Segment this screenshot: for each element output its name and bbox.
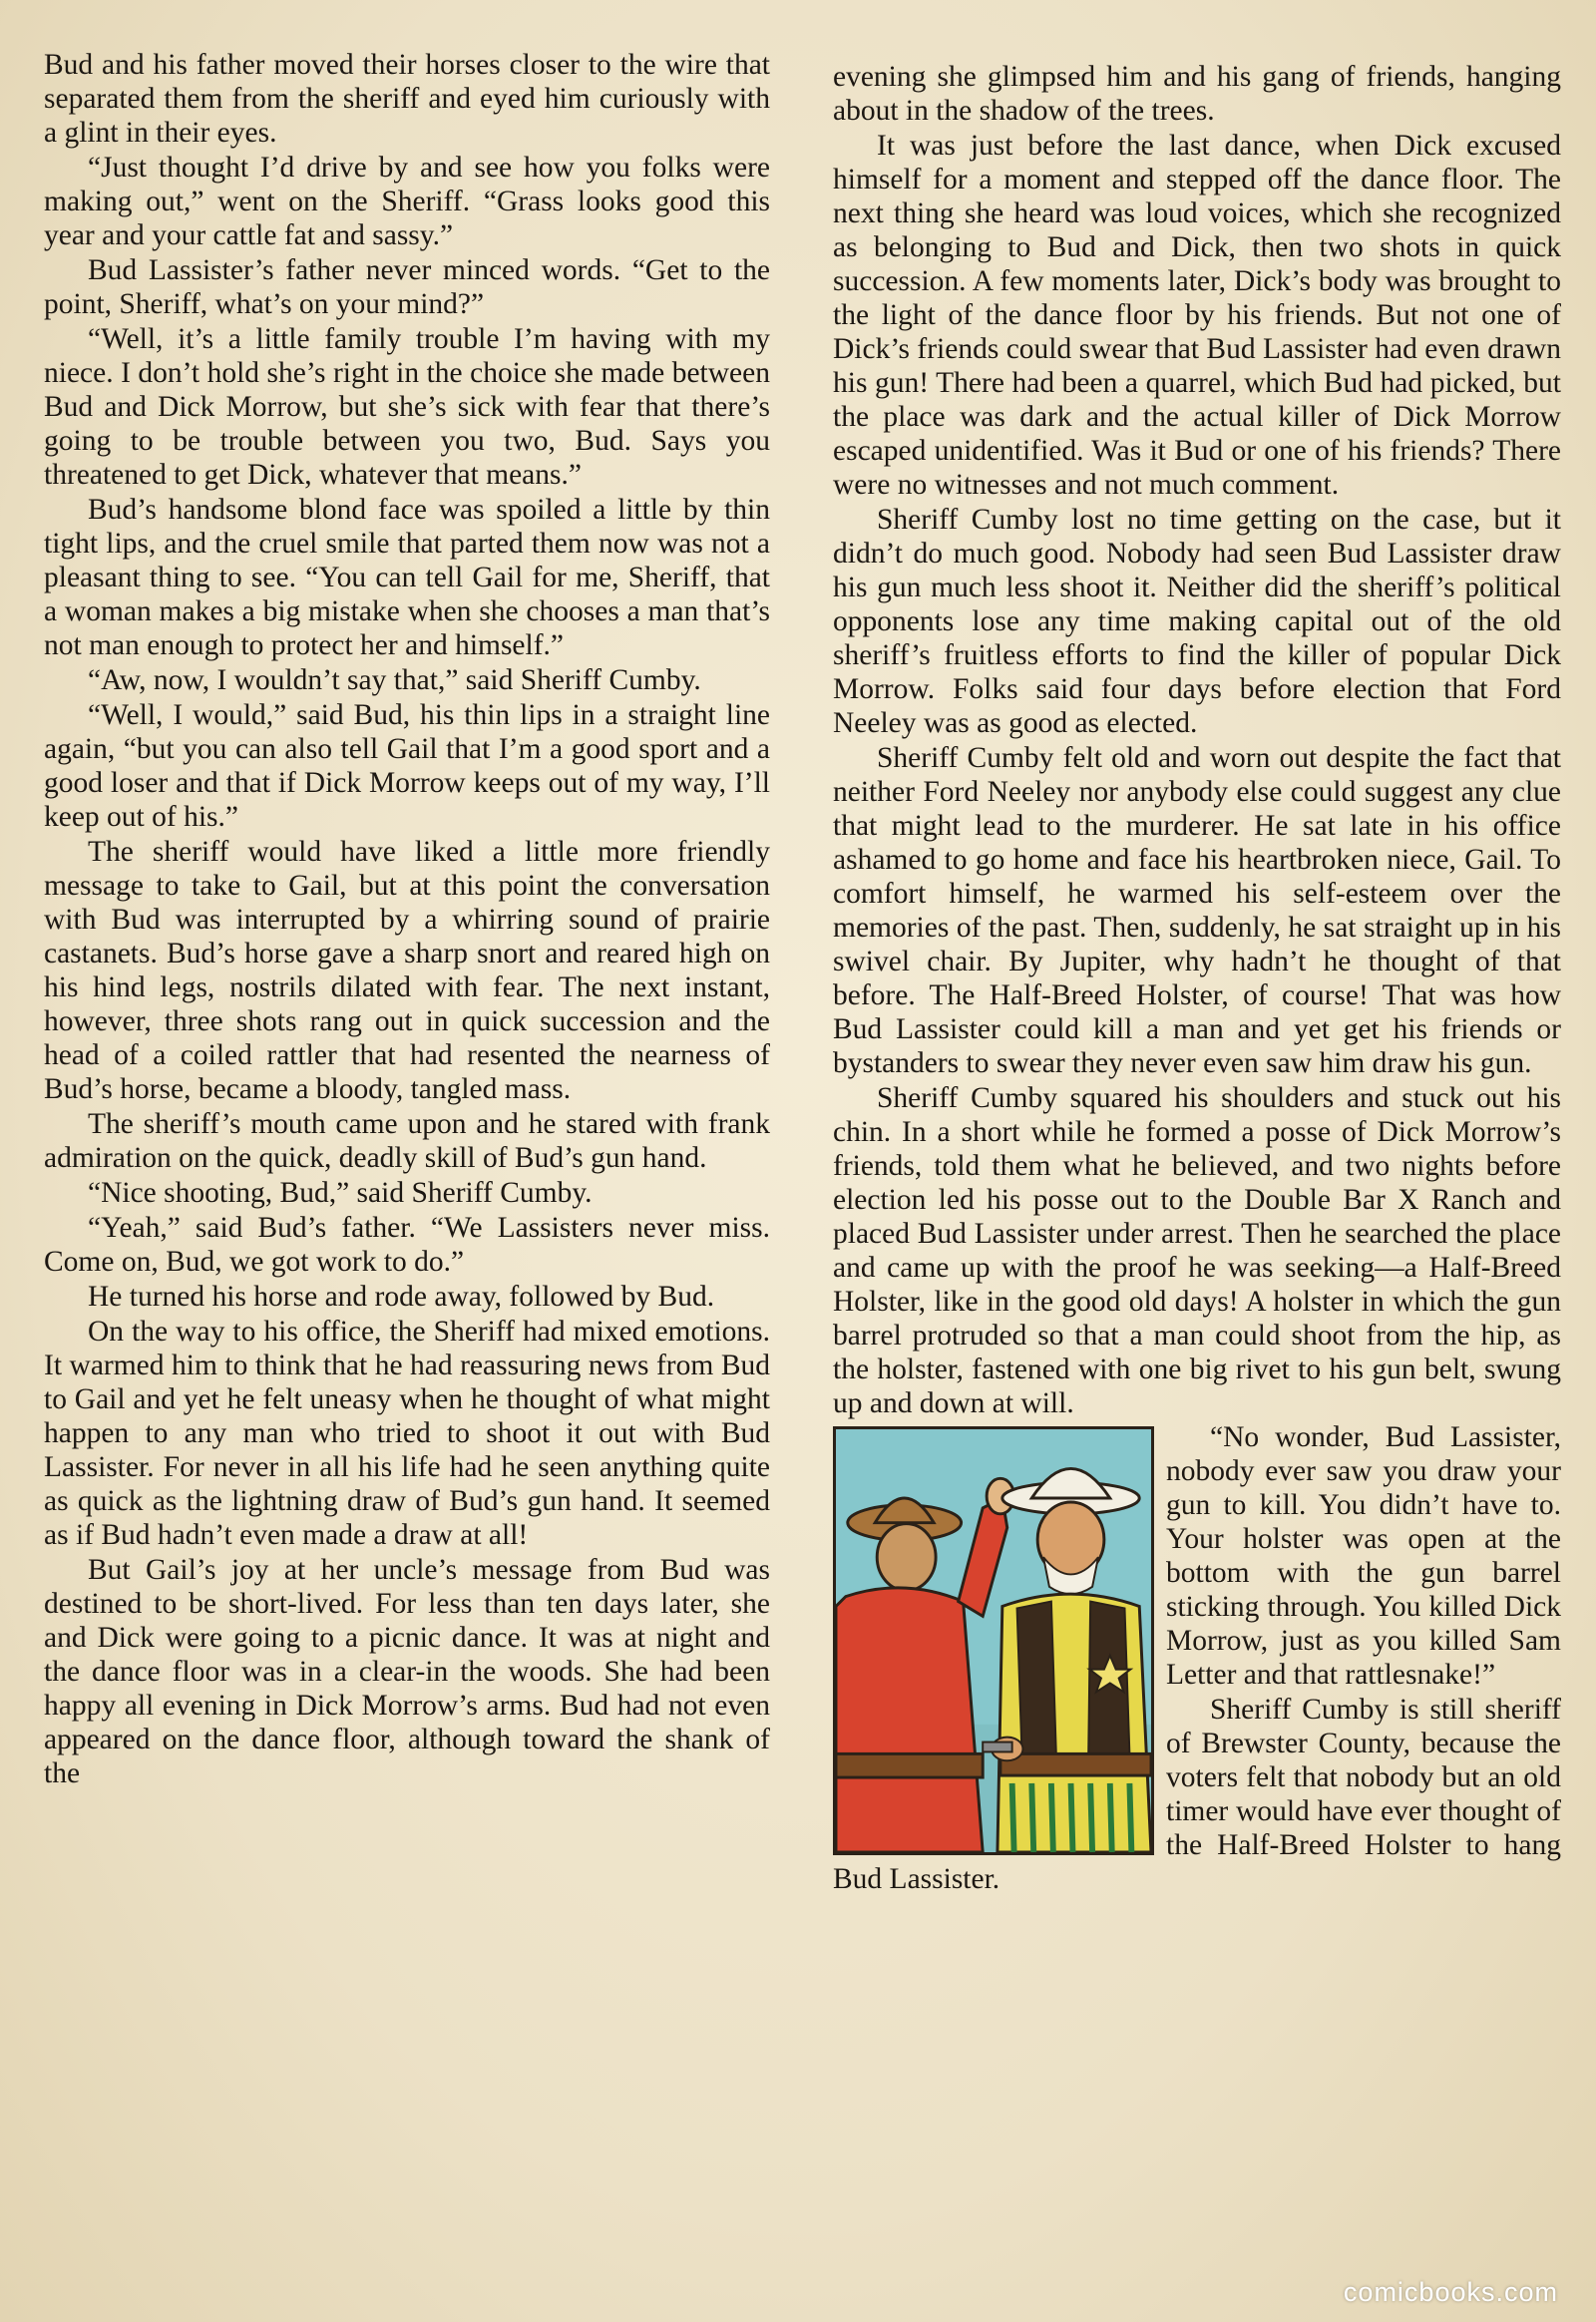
- right-text-column: [833, 60, 1561, 1896]
- paragraph: “Just thought I’d drive by and see how you folks were making out,” went on the Sheriff. “Grass looks good this year and your cattle fat and sassy.”: [44, 152, 770, 251]
- left-text-column: [44, 48, 770, 1790]
- paragraph: evening she glimpsed him and his gang of friends, hanging about in the shadow of the trees.: [833, 61, 1561, 127]
- paragraph: The sheriff would have liked a little more friendly message to take to Gail, but at this point the conversation with Bud was interrupted by a whirring sound of prairie castanets. Bud’s horse gave a sharp snort and reared high on his hind legs, nostrils dilated with fear. The next instant, however, three shots rang out in quick succession and the head of a coiled rattler that had resented the nearness of Bud’s horse, became a bloody, tangled mass.: [44, 836, 770, 1105]
- paragraph: On the way to his office, the Sheriff had mixed emotions. It warmed him to think that he had reassuring news from Bud to Gail and yet he felt uneasy when he thought of what might happen to any man who tried to shoot it out with Bud Lassister. For never in all his life had he seen anything quite as quick as the lightning draw of Bud’s gun hand. It seemed as if Bud hadn’t even made a draw at all!: [44, 1316, 770, 1551]
- site-watermark: comicbooks.com: [1343, 2277, 1558, 2307]
- paragraph: “Well, I would,” said Bud, his thin lips in a straight line again, “but you can also tell Gail that I’m a good sport and a good loser and that if Dick Morrow keeps out of my way, I’ll keep out of his.”: [44, 699, 770, 833]
- paragraph: Bud Lassister’s father never minced words. “Get to the point, Sheriff, what’s on your mind?”: [44, 254, 770, 320]
- paragraph: “Aw, now, I wouldn’t say that,” said Sheriff Cumby.: [88, 664, 701, 696]
- paragraph: But Gail’s joy at her uncle’s message from Bud was destined to be short-lived. For less than ten days later, she and Dick were going to a picnic dance. It was at night and the dance floor was in a clear-in the woods. She had been happy all evening in Dick Morrow’s arms. Bud had not even appeared on the dance floor, although toward the shank of the: [44, 1554, 770, 1789]
- paragraph: “Yeah,” said Bud’s father. “We Lassisters never miss. Come on, Bud, we got work to do.”: [44, 1212, 770, 1278]
- paragraph: Sheriff Cumby felt old and worn out despite the fact that neither Ford Neeley nor anybody else could suggest any clue that might lead to the murderer. He sat late in his office ashamed to go home and face his heartbroken niece, Gail. To comfort himself, he warmed his self-esteem over the memories of the past. Then, suddenly, he sat straight up in his swivel chair. By Jupiter, why hadn’t he thought of that before. The Half-Breed Holster, of course! That was how Bud Lassister could kill a man and yet get his friends or bystanders to swear they never even saw him draw his gun.: [833, 742, 1561, 1079]
- paragraph: Bud’s handsome blond face was spoiled a little by thin tight lips, and the cruel smile that parted them now was not a pleasant thing to see. “You can tell Gail for me, Sheriff, that a woman makes a big mistake when she chooses a man that’s not man enough to protect her and himself.”: [44, 494, 770, 661]
- paragraph: The sheriff’s mouth came upon and he stared with frank admiration on the quick, deadly skill of Bud’s gun hand.: [44, 1108, 770, 1174]
- paragraph: Sheriff Cumby lost no time getting on the case, but it didn’t do much good. Nobody had seen Bud Lassister draw his gun much less shoot it. Neither did the sheriff’s political opponents lose any time making capital out of the old sheriff’s fruitless efforts to find the killer of popular Dick Morrow. Folks said four days before election that Ford Neeley was as good as elected.: [833, 504, 1561, 739]
- paragraph: Sheriff Cumby squared his shoulders and stuck out his chin. In a short while he formed a posse of Dick Morrow’s friends, told them what he believed, and two nights before election led his posse out to the Double Bar X Ranch and placed Bud Lassister under arrest. Then he searched the place and came up with the proof he was seeking—a Half-Breed Holster, like in the good old days! A holster in which the gun barrel protruded so that a man could shoot from the hip, as the holster, fastened with one big rivet to his gun belt, swung up and down at will.: [833, 1082, 1561, 1419]
- paragraph: Bud and his father moved their horses closer to the wire that separated them from the sheriff and eyed him curiously with a glint in their eyes.: [44, 49, 770, 149]
- paragraph: Sheriff Cumby is still sheriff of Brewster County, because the voters felt that nobody but an old timer would have ever thought of the Half-Breed Holster to hang Bud Lassister.: [833, 1694, 1561, 1895]
- paragraph: “No wonder, Bud Lassister, nobody ever saw you draw your gun to kill. You didn’t have to. Your holster was open at the bottom with the gun barrel sticking through. You killed Dick Morrow, just as you killed Sam Letter and that rattlesnake!”: [1166, 1421, 1561, 1691]
- paragraph: It was just before the last dance, when Dick excused himself for a moment and stepped off the dance floor. The next thing she heard was loud voices, which she recognized as belonging to Bud and Dick, then two shots in quick succession. A few moments later, Dick’s body was brought to the light of the dance floor by his friends. But not one of Dick’s friends could swear that Bud Lassister had even drawn his gun! There had been a quarrel, which Bud had picked, but the place was dark and the actual killer of Dick Morrow escaped unidentified. Was it Bud or one of his friends? There were no witnesses and not much comment.: [833, 130, 1561, 501]
- paragraph: “Nice shooting, Bud,” said Sheriff Cumby.: [88, 1177, 593, 1209]
- paragraph: “Well, it’s a little family trouble I’m having with my niece. I don’t hold she’s right in the choice she made between Bud and Dick Morrow, but she’s sick with fear that there’s going to be trouble between you two, Bud. Says you threatened to get Dick, whatever that means.”: [44, 323, 770, 491]
- paragraph: He turned his horse and rode away, followed by Bud.: [88, 1281, 715, 1313]
- comic-panel-illustration: [833, 1426, 1154, 1855]
